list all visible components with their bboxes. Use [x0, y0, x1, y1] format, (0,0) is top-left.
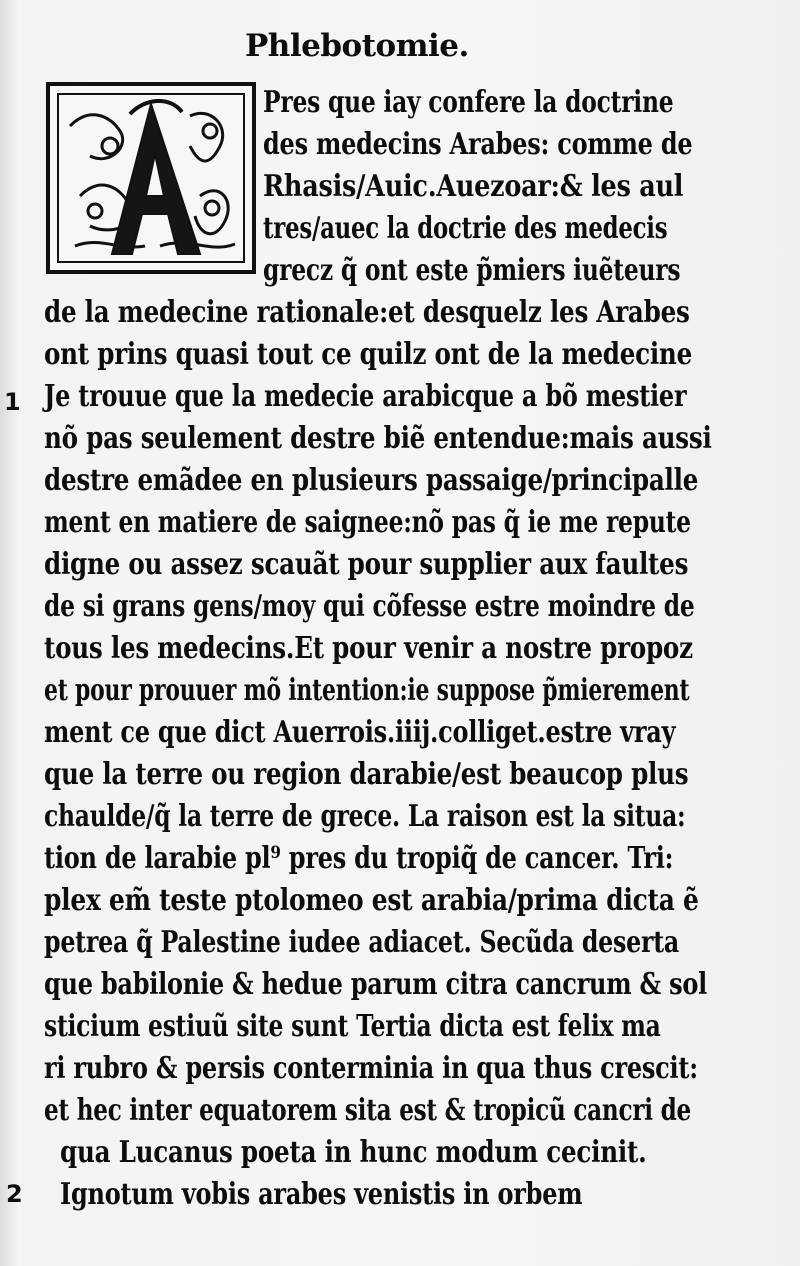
text-line-10: destre emãdee en plusieurs passaige/principalle — [44, 463, 699, 498]
text-line-2: des medecins Arabes: comme de — [263, 127, 693, 162]
text-line-17: que la terre ou region darabie/est beaucop plus — [44, 757, 689, 792]
ornament-initial-icon — [50, 86, 252, 270]
text-line-11: ment en matiere de saignee:nõ pas q̃ ie me repute — [44, 505, 691, 540]
text-line-27: Ignotum vobis arabes venistis in orbem — [60, 1177, 583, 1212]
text-line-5: grecz q̃ ont este p̃miers iuẽteurs — [263, 253, 681, 288]
text-line-7: ont prins quasi tout ce quilz ont de la medecine — [44, 337, 692, 372]
text-line-26: qua Lucanus poeta in hunc modum cecinit. — [60, 1135, 647, 1170]
text-line-25: et hec inter equatorem sita est & tropicũ cancri de — [44, 1093, 692, 1128]
text-line-9: nõ pas seulement destre biẽ entendue:mais aussi — [44, 421, 712, 456]
text-line-18: chaulde/q̃ la terre de grece. La raison est la situa: — [44, 799, 686, 834]
text-line-20: plex em̃ teste ptolomeo est arabia/prima dicta ẽ — [44, 883, 699, 918]
margin-marker-2: 2 — [6, 1180, 23, 1208]
text-line-22: que babilonie & hedue parum citra cancrum & sol — [44, 967, 707, 1002]
text-line-8: Je trouue que la medecie arabicque a bõ mestier — [44, 379, 687, 414]
text-line-16: ment ce que dict Auerrois.iiij.colliget.estre vray — [44, 715, 676, 750]
text-line-23: sticium estiuũ site sunt Tertia dicta est felix ma — [44, 1009, 661, 1044]
text-line-14: tous les medecins.Et pour venir a nostre propoz — [44, 631, 693, 666]
text-line-21: petrea q̃ Palestine iudee adiacet. Secũda deserta — [44, 925, 680, 960]
text-line-4: tres/auec la doctrie des medecis — [263, 211, 668, 246]
text-line-1: Pres que iay confere la doctrine — [263, 85, 674, 120]
margin-marker-1: 1 — [4, 388, 21, 416]
text-line-19: tion de larabie pl⁹ pres du tropiq̃ de cancer. Tri: — [44, 841, 674, 876]
text-line-3: Rhasis/Auic.Auezoar:& les aul — [263, 169, 684, 204]
text-line-6: de la medecine rationale:et desquelz les Arabes — [44, 295, 690, 330]
text-line-12: digne ou assez scauãt pour supplier aux faultes — [44, 547, 689, 582]
text-line-15: et pour prouuer mõ intention:ie suppose p̃mierement — [44, 673, 690, 708]
decorated-initial-a — [46, 82, 256, 274]
text-line-24: ri rubro & persis conterminia in qua thus crescit: — [44, 1051, 698, 1086]
page-heading: Phlebotomie. — [245, 28, 469, 64]
text-line-13: de si grans gens/moy qui cõfesse estre moindre de — [44, 589, 695, 624]
